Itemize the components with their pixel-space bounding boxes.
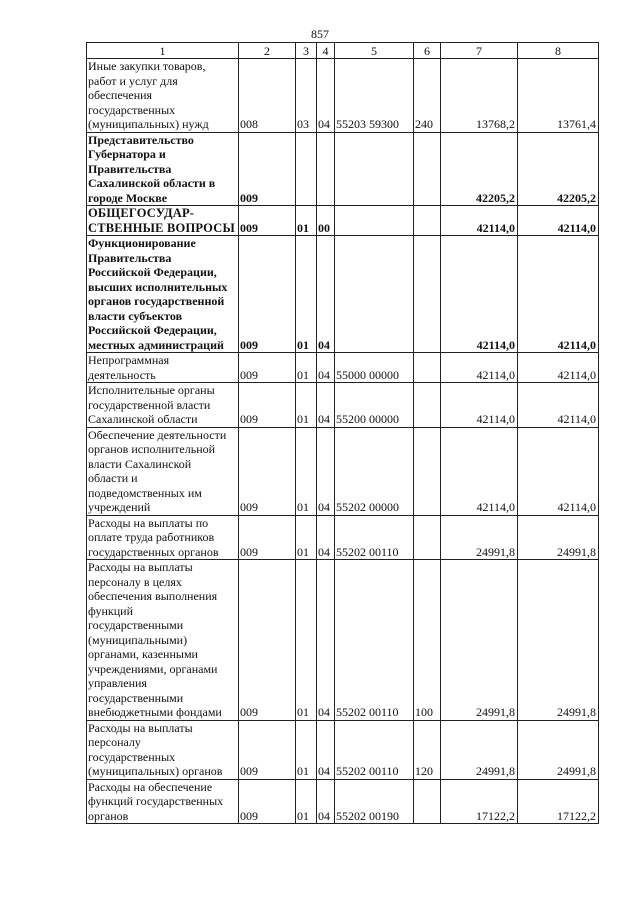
cell-subsection: 04 bbox=[317, 560, 335, 721]
cell-amount-1: 42114,0 bbox=[441, 427, 518, 515]
row-name: Обеспечение деятельности органов исполнительной власти Сахалинской области и подведомственных им учреждений bbox=[87, 427, 239, 515]
cell-section: 03 bbox=[296, 59, 317, 133]
cell-ministry-code: 009 bbox=[239, 779, 296, 824]
row-name: Расходы на обеспечение функций государственных органов bbox=[87, 779, 239, 824]
table-row bbox=[87, 720, 599, 779]
cell-expense-type bbox=[414, 353, 441, 383]
cell-ministry-code: 008 bbox=[239, 59, 296, 133]
cell-target-article bbox=[335, 206, 414, 236]
cell-amount-1: 13768,2 bbox=[441, 59, 518, 133]
cell-subsection: 04 bbox=[317, 353, 335, 383]
cell-expense-type bbox=[414, 132, 441, 206]
column-header: 3 bbox=[296, 43, 317, 59]
cell-amount-1: 24991,8 bbox=[441, 515, 518, 560]
cell-section: 01 bbox=[296, 353, 317, 383]
cell-amount-2: 24991,8 bbox=[518, 560, 599, 721]
table-row bbox=[87, 206, 599, 236]
cell-amount-1: 17122,2 bbox=[441, 779, 518, 824]
table-row bbox=[87, 236, 599, 353]
cell-subsection: 04 bbox=[317, 779, 335, 824]
cell-amount-2: 13761,4 bbox=[518, 59, 599, 133]
column-header: 5 bbox=[335, 43, 414, 59]
column-header: 2 bbox=[239, 43, 296, 59]
page-number: 857 bbox=[311, 27, 329, 41]
cell-target-article: 55202 00110 bbox=[335, 515, 414, 560]
cell-subsection bbox=[317, 132, 335, 206]
cell-expense-type: 120 bbox=[414, 720, 441, 779]
cell-expense-type bbox=[414, 383, 441, 428]
column-header: 7 bbox=[441, 43, 518, 59]
cell-section: 01 bbox=[296, 236, 317, 353]
cell-target-article: 55202 00190 bbox=[335, 779, 414, 824]
cell-expense-type: 100 bbox=[414, 560, 441, 721]
cell-section: 01 bbox=[296, 720, 317, 779]
cell-amount-2: 42114,0 bbox=[518, 427, 599, 515]
cell-section: 01 bbox=[296, 383, 317, 428]
cell-expense-type bbox=[414, 779, 441, 824]
column-header: 6 bbox=[414, 43, 441, 59]
cell-amount-2: 42205,2 bbox=[518, 132, 599, 206]
table-row bbox=[87, 427, 599, 515]
cell-amount-1: 24991,8 bbox=[441, 560, 518, 721]
table-row bbox=[87, 383, 599, 428]
cell-ministry-code: 009 bbox=[239, 236, 296, 353]
cell-amount-1: 42114,0 bbox=[441, 353, 518, 383]
column-header: 1 bbox=[87, 43, 239, 59]
table-row bbox=[87, 59, 599, 133]
cell-subsection: 00 bbox=[317, 206, 335, 236]
cell-section: 01 bbox=[296, 515, 317, 560]
cell-amount-2: 42114,0 bbox=[518, 236, 599, 353]
row-name: Непрограммная деятельность bbox=[87, 353, 239, 383]
row-name: Расходы на выплаты по оплате труда работников государственных органов bbox=[87, 515, 239, 560]
cell-target-article: 55000 00000 bbox=[335, 353, 414, 383]
cell-amount-1: 42114,0 bbox=[441, 236, 518, 353]
cell-amount-1: 42205,2 bbox=[441, 132, 518, 206]
cell-section: 01 bbox=[296, 560, 317, 721]
cell-ministry-code: 009 bbox=[239, 353, 296, 383]
cell-amount-2: 17122,2 bbox=[518, 779, 599, 824]
cell-target-article: 55200 00000 bbox=[335, 383, 414, 428]
cell-amount-1: 42114,0 bbox=[441, 206, 518, 236]
cell-subsection: 04 bbox=[317, 236, 335, 353]
row-name: Исполнительные органы государственной власти Сахалинской области bbox=[87, 383, 239, 428]
cell-amount-2: 42114,0 bbox=[518, 206, 599, 236]
cell-section: 01 bbox=[296, 206, 317, 236]
cell-subsection: 04 bbox=[317, 383, 335, 428]
cell-subsection: 04 bbox=[317, 59, 335, 133]
cell-subsection: 04 bbox=[317, 720, 335, 779]
cell-target-article: 55202 00110 bbox=[335, 560, 414, 721]
cell-ministry-code: 009 bbox=[239, 560, 296, 721]
cell-section bbox=[296, 132, 317, 206]
cell-amount-2: 42114,0 bbox=[518, 383, 599, 428]
row-name: Иные закупки товаров, работ и услуг для обеспечения государственных (муниципальных) нужд bbox=[87, 59, 239, 133]
cell-ministry-code: 009 bbox=[239, 427, 296, 515]
table-row bbox=[87, 779, 599, 824]
header-row bbox=[87, 43, 599, 59]
cell-target-article: 55203 59300 bbox=[335, 59, 414, 133]
cell-target-article: 55202 00110 bbox=[335, 720, 414, 779]
row-name: ОБЩЕГОСУДАР- СТВЕННЫЕ ВОПРОСЫ bbox=[87, 206, 239, 236]
cell-amount-2: 24991,8 bbox=[518, 720, 599, 779]
cell-amount-1: 42114,0 bbox=[441, 383, 518, 428]
cell-subsection: 04 bbox=[317, 427, 335, 515]
table-row bbox=[87, 560, 599, 721]
row-name: Функционирование Правительства Российской Федерации, высших исполнительных органов государственной власти субъектов Российской Федерации, местных администраций bbox=[87, 236, 239, 353]
row-name: Расходы на выплаты персоналу государственных (муниципальных) органов bbox=[87, 720, 239, 779]
cell-ministry-code: 009 bbox=[239, 720, 296, 779]
cell-target-article bbox=[335, 132, 414, 206]
cell-amount-1: 24991,8 bbox=[441, 720, 518, 779]
cell-expense-type bbox=[414, 206, 441, 236]
table-row bbox=[87, 132, 599, 206]
cell-ministry-code: 009 bbox=[239, 515, 296, 560]
cell-expense-type bbox=[414, 515, 441, 560]
cell-section: 01 bbox=[296, 779, 317, 824]
column-header: 4 bbox=[317, 43, 335, 59]
row-name: Представительство Губернатора и Правительства Сахалинской области в городе Москве bbox=[87, 132, 239, 206]
cell-amount-2: 42114,0 bbox=[518, 353, 599, 383]
cell-expense-type: 240 bbox=[414, 59, 441, 133]
cell-target-article: 55202 00000 bbox=[335, 427, 414, 515]
budget-table bbox=[86, 42, 599, 824]
table-row bbox=[87, 515, 599, 560]
cell-ministry-code: 009 bbox=[239, 206, 296, 236]
cell-expense-type bbox=[414, 236, 441, 353]
cell-subsection: 04 bbox=[317, 515, 335, 560]
cell-amount-2: 24991,8 bbox=[518, 515, 599, 560]
row-name: Расходы на выплаты персоналу в целях обеспечения выполнения функций государственными (муниципальными) органами, казенными учреждениями, органами управления государственными внебюджетными фондами bbox=[87, 560, 239, 721]
cell-section: 01 bbox=[296, 427, 317, 515]
cell-ministry-code: 009 bbox=[239, 383, 296, 428]
table-row bbox=[87, 353, 599, 383]
cell-ministry-code: 009 bbox=[239, 132, 296, 206]
cell-expense-type bbox=[414, 427, 441, 515]
column-header: 8 bbox=[518, 43, 599, 59]
cell-target-article bbox=[335, 236, 414, 353]
